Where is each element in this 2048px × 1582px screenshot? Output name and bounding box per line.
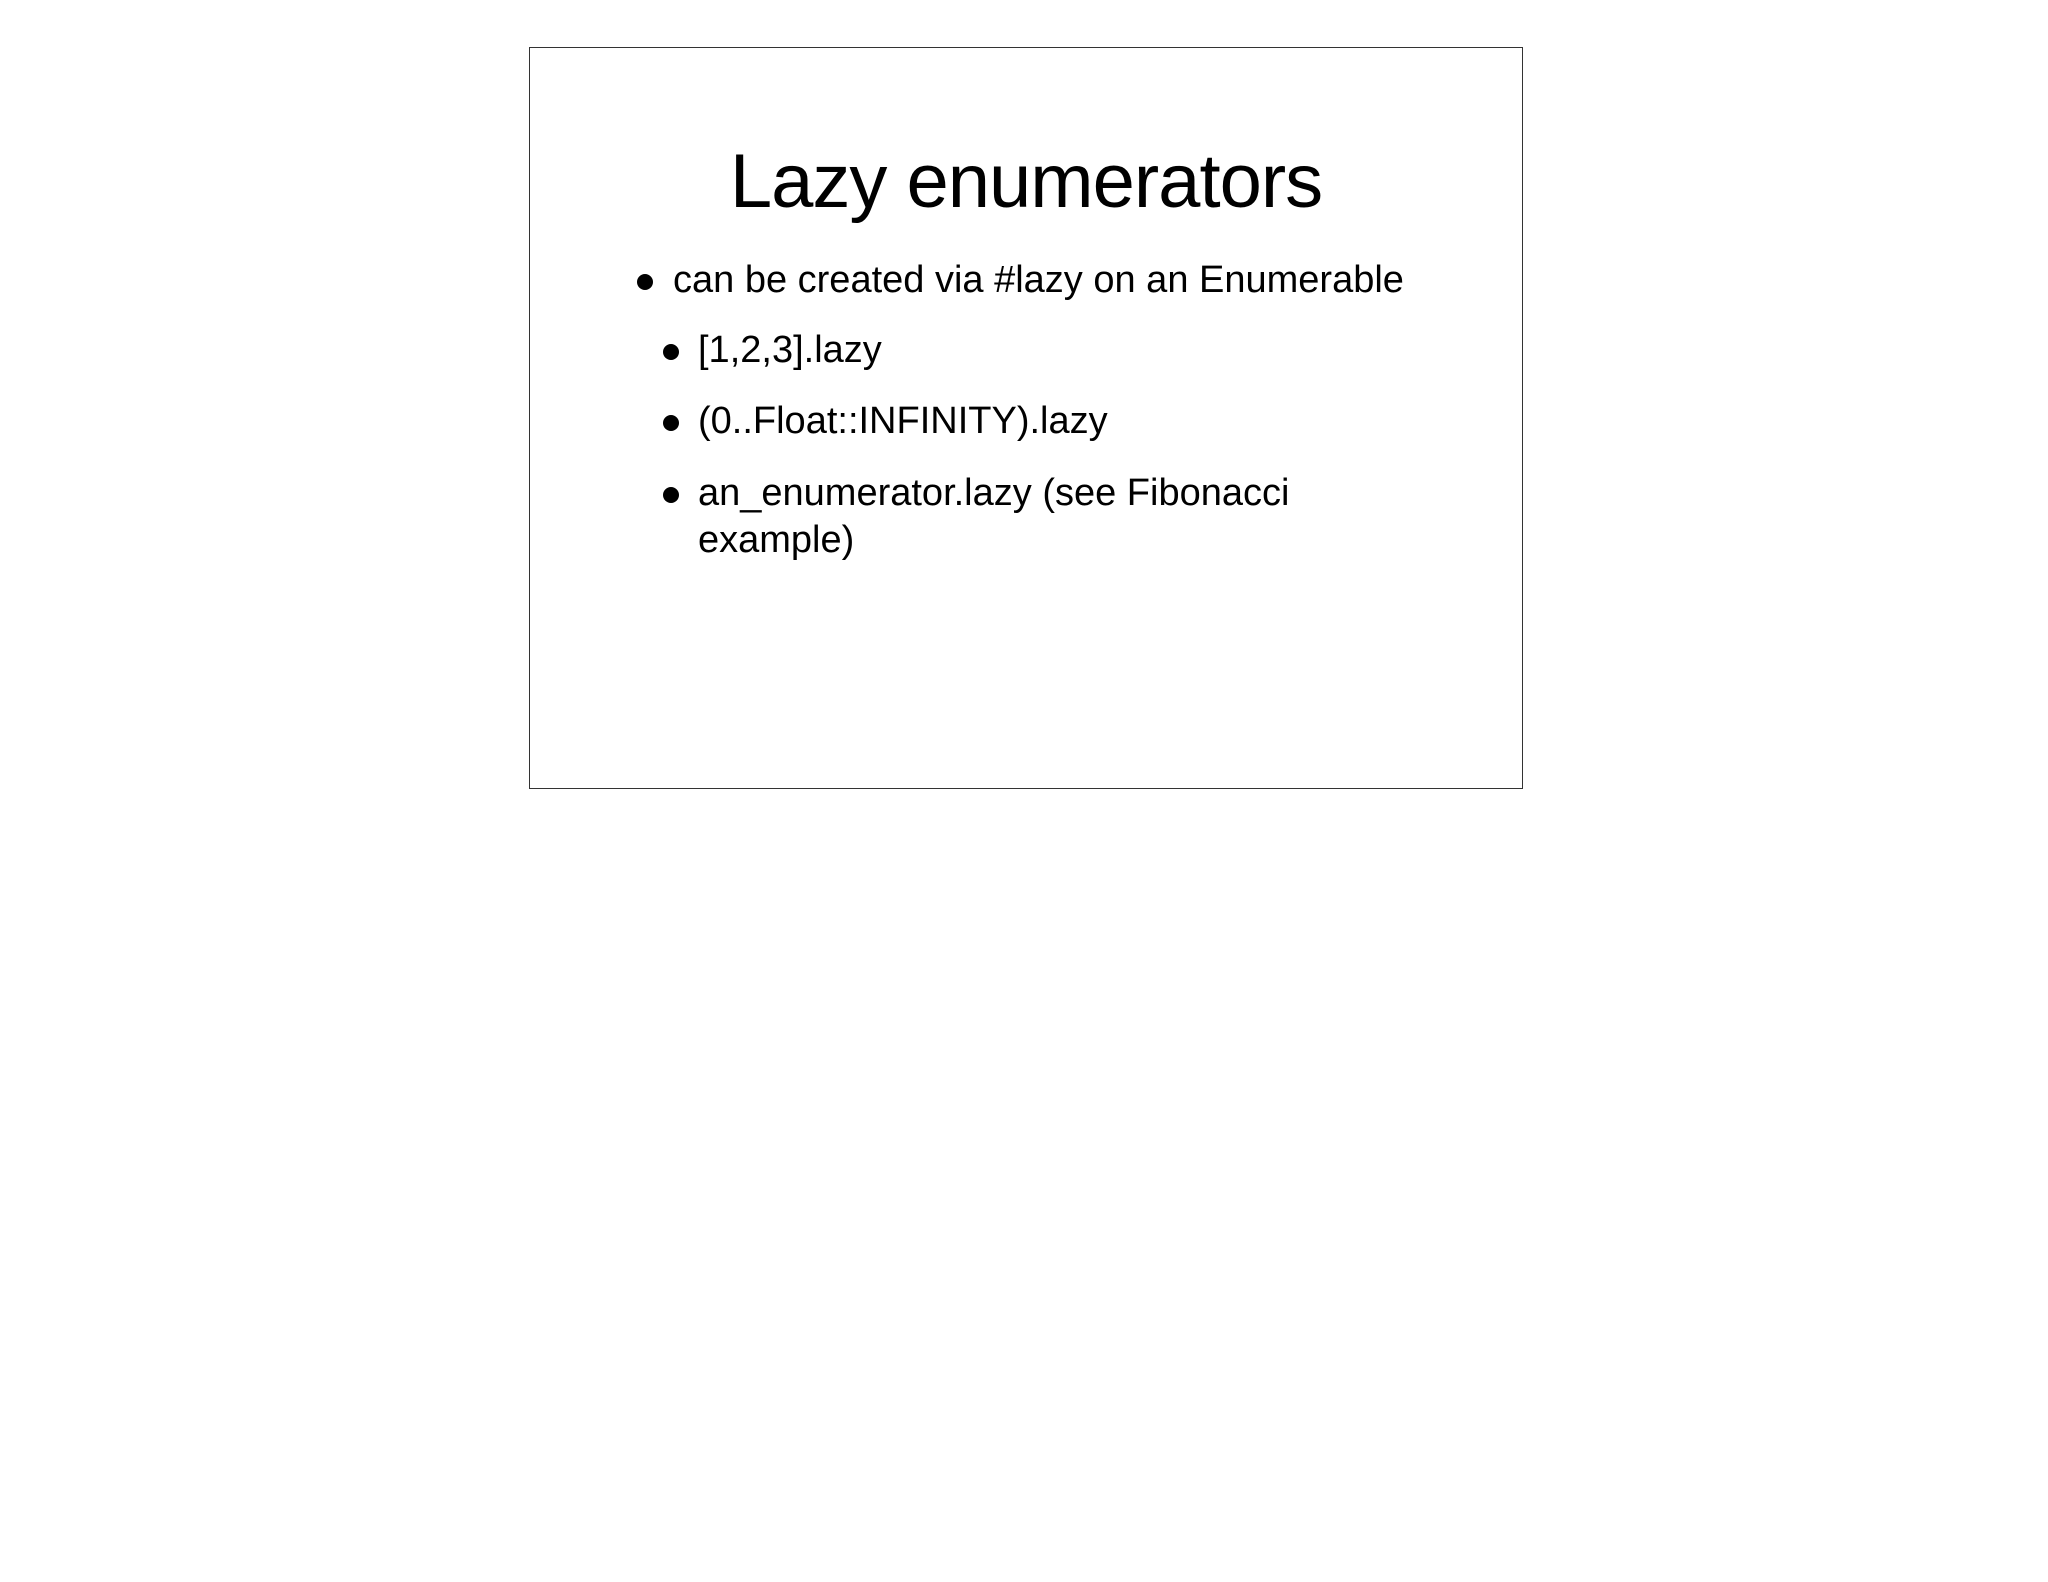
bullet-text: can be created via #lazy on an Enumerable — [673, 259, 1404, 301]
bullet-text: [1,2,3].lazy — [698, 329, 882, 371]
bullet-dot-icon — [637, 274, 653, 290]
bullet-item-lazy-creation — [673, 257, 1473, 304]
bullet-dot-icon — [663, 415, 679, 431]
bullet-dot-icon — [663, 487, 679, 503]
bullet-text: (0..Float::INFINITY).lazy — [698, 400, 1108, 442]
slide — [529, 47, 1523, 789]
bullet-item-range-lazy — [698, 398, 1398, 445]
slide-title: Lazy enumerators — [729, 139, 1323, 224]
bullet-item-array-lazy — [698, 327, 1398, 374]
bullet-item-enumerator-lazy — [698, 470, 1298, 564]
bullet-dot-icon — [663, 344, 679, 360]
bullet-text: an_enumerator.lazy (see Fibonacci example) — [698, 472, 1290, 561]
bullet-list — [530, 48, 1522, 788]
